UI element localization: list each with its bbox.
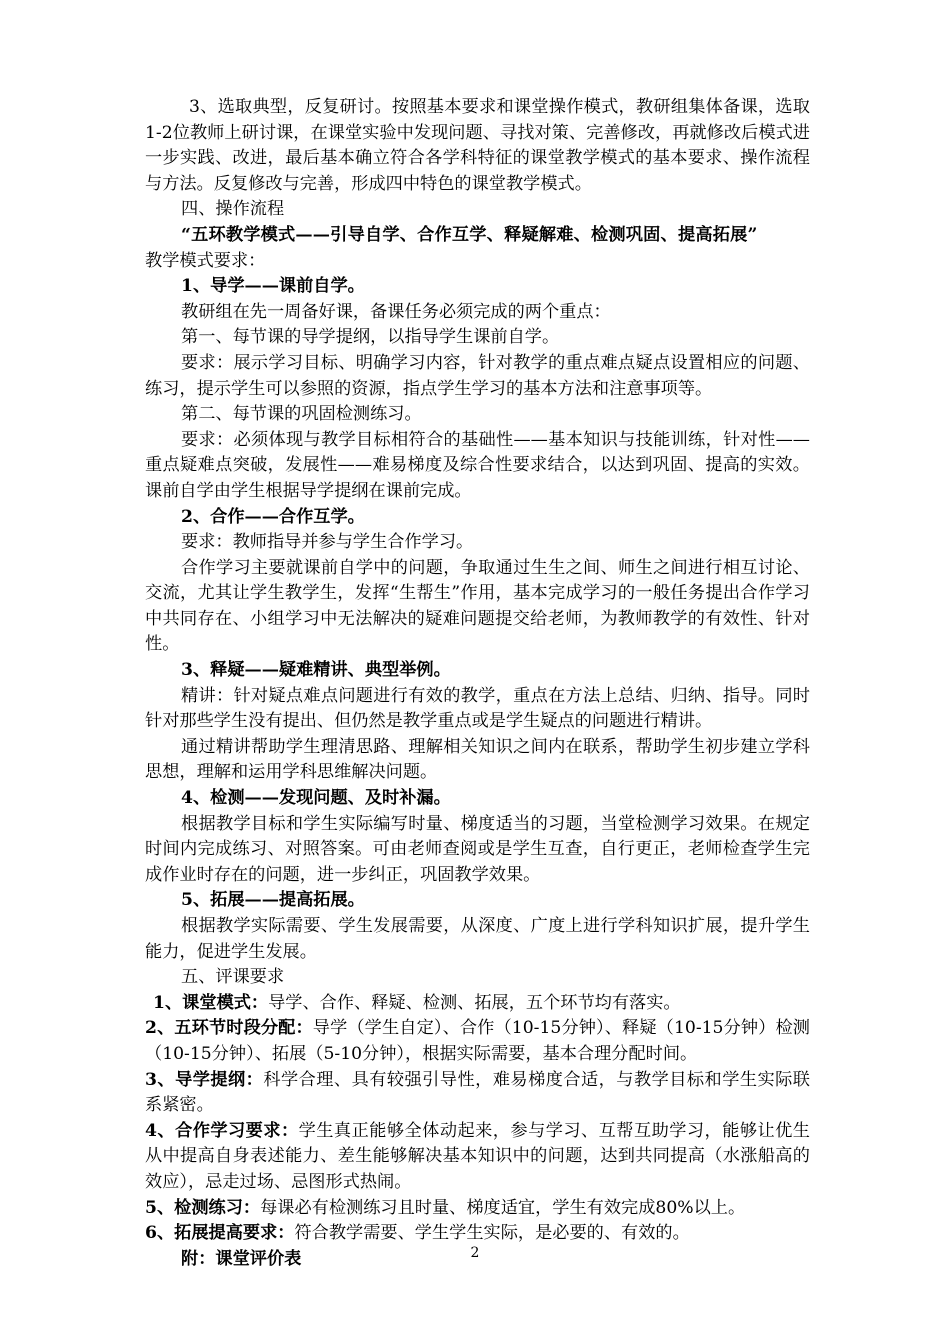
step-heading-guided-study: 1、导学——课前自学。 bbox=[181, 276, 365, 297]
paragraph: 根据教学目标和学生实际编写时量、梯度适当的习题，当堂检测学习效果。在规定时间内完成练习、对照答案。可由老师查阅或是学生互查，自行更正，老师检查学生完成作业时存在的问题，进一步纠正，巩固教学效果。 bbox=[145, 813, 810, 885]
page-body bbox=[145, 95, 810, 1272]
paragraph: 根据教学实际需要、学生发展需要，从深度、广度上进行学科知识扩展，提升学生能力，促进学生发展。 bbox=[145, 916, 810, 962]
evaluation-item-label: 1、课堂模式： bbox=[153, 992, 269, 1013]
model-requirements-label: 教学模式要求： bbox=[145, 250, 266, 271]
paragraph: 合作学习主要就课前自学中的问题，争取通过生生之间、师生之间进行相互讨论、交流，尤其让学生教学生，发挥“生帮生”作用，基本完成学习的一般任务提出合作学习中共同存在、小组学习中无法解决的疑难问题提交给老师，为教师教学的有效性、针对性。 bbox=[145, 557, 810, 655]
step-heading-clarify: 3、释疑——疑难精讲、典型举例。 bbox=[181, 660, 451, 681]
evaluation-item-text: 导学（学生自定）、合作（10-15分钟）、释疑（10-15分钟）检测（10-15分钟）、拓展（5-10分钟），根据实际需要，基本合理分配时间。 bbox=[145, 1018, 810, 1064]
evaluation-item-text: 科学合理、具有较强引导性，难易梯度合适，与教学目标和学生实际联系紧密。 bbox=[145, 1069, 810, 1116]
paragraph: 通过精讲帮助学生理清思路、理解相关知识之间内在联系，帮助学生初步建立学科思想，理解和运用学科思维解决问题。 bbox=[145, 736, 810, 783]
appendix-label: 附：课堂评价表 bbox=[181, 1248, 302, 1269]
paragraph: 要求：必须体现与教学目标相符合的基础性——基本知识与技能训练，针对性——重点疑难点突破，发展性——难易梯度及综合性要求结合，以达到巩固、提高的实效。课前自学由学生根据导学提纲在课前完成。 bbox=[145, 429, 810, 501]
paragraph: 第一、每节课的导学提纲，以指导学生课前自学。 bbox=[181, 327, 560, 348]
evaluation-item-label: 3、导学提纲： bbox=[145, 1069, 264, 1090]
step-heading-assessment: 4、检测——发现问题、及时补漏。 bbox=[181, 788, 451, 809]
paragraph: 要求：展示学习目标、明确学习内容，针对教学的重点难点疑点设置相应的问题、练习，提示学生可以参照的资源，指点学生学习的基本方法和注意事项等。 bbox=[145, 352, 810, 399]
paragraph-select-typical: 3、选取典型，反复研讨。按照基本要求和课堂操作模式，教研组集体备课，选取1-2位教师上研讨课，在课堂实验中发现问题、寻找对策、完善修改，再就修改后模式进一步实践、改进，最后基本确立符合各学科特征的课堂教学模式的基本要求、操作流程与方法。反复修改与完善，形成四中特色的课堂教学模式。 bbox=[145, 97, 810, 194]
evaluation-item-4 bbox=[145, 1119, 810, 1196]
evaluation-item-text: 符合教学需要、学生学生实际，是必要的、有效的。 bbox=[294, 1223, 690, 1244]
evaluation-item-3 bbox=[145, 1068, 810, 1119]
evaluation-item-label: 4、合作学习要求： bbox=[145, 1120, 299, 1141]
paragraph: 第二、每节课的巩固检测练习。 bbox=[181, 404, 422, 425]
evaluation-item-6 bbox=[145, 1221, 810, 1247]
evaluation-item-label: 5、检测练习： bbox=[145, 1197, 261, 1218]
section-heading-evaluation: 五、评课要求 bbox=[181, 967, 285, 988]
evaluation-item-label: 2、五环节时段分配： bbox=[145, 1018, 313, 1039]
evaluation-item-text: 学生真正能够全体动起来，参与学习、互帮互助学习，能够让优生从中提高自身表述能力、差生能够解决基本知识中的问题，达到共同提高（水涨船高的效应），忌走过场、忌图形式热闹。 bbox=[145, 1120, 810, 1192]
paragraph: 教研组在先一周备好课，备课任务必须完成的两个重点： bbox=[181, 301, 611, 322]
evaluation-item-5 bbox=[145, 1196, 810, 1222]
evaluation-item-text: 导学、合作、释疑、检测、拓展，五个环节均有落实。 bbox=[268, 992, 681, 1013]
page-number: 2 bbox=[470, 1245, 480, 1261]
evaluation-item-2 bbox=[145, 1016, 810, 1067]
step-heading-extension: 5、拓展——提高拓展。 bbox=[181, 890, 365, 911]
paragraph: 精讲：针对疑点难点问题进行有效的教学，重点在方法上总结、归纳、指导。同时针对那些学生没有提出、但仍然是教学重点或是学生疑点的问题进行精讲。 bbox=[145, 685, 810, 732]
section-heading-operation-flow: 四、操作流程 bbox=[181, 199, 285, 220]
evaluation-item-1 bbox=[145, 991, 810, 1017]
evaluation-item-label: 6、拓展提高要求： bbox=[145, 1223, 295, 1244]
paragraph: 要求：教师指导并参与学生合作学习。 bbox=[181, 532, 474, 553]
evaluation-item-text: 每课必有检测练习且时量、梯度适宜，学生有效完成80%以上。 bbox=[260, 1197, 746, 1218]
step-heading-cooperation: 2、合作——合作互学。 bbox=[181, 506, 365, 527]
model-title: “五环教学模式——引导自学、合作互学、释疑解难、检测巩固、提高拓展” bbox=[181, 224, 758, 245]
